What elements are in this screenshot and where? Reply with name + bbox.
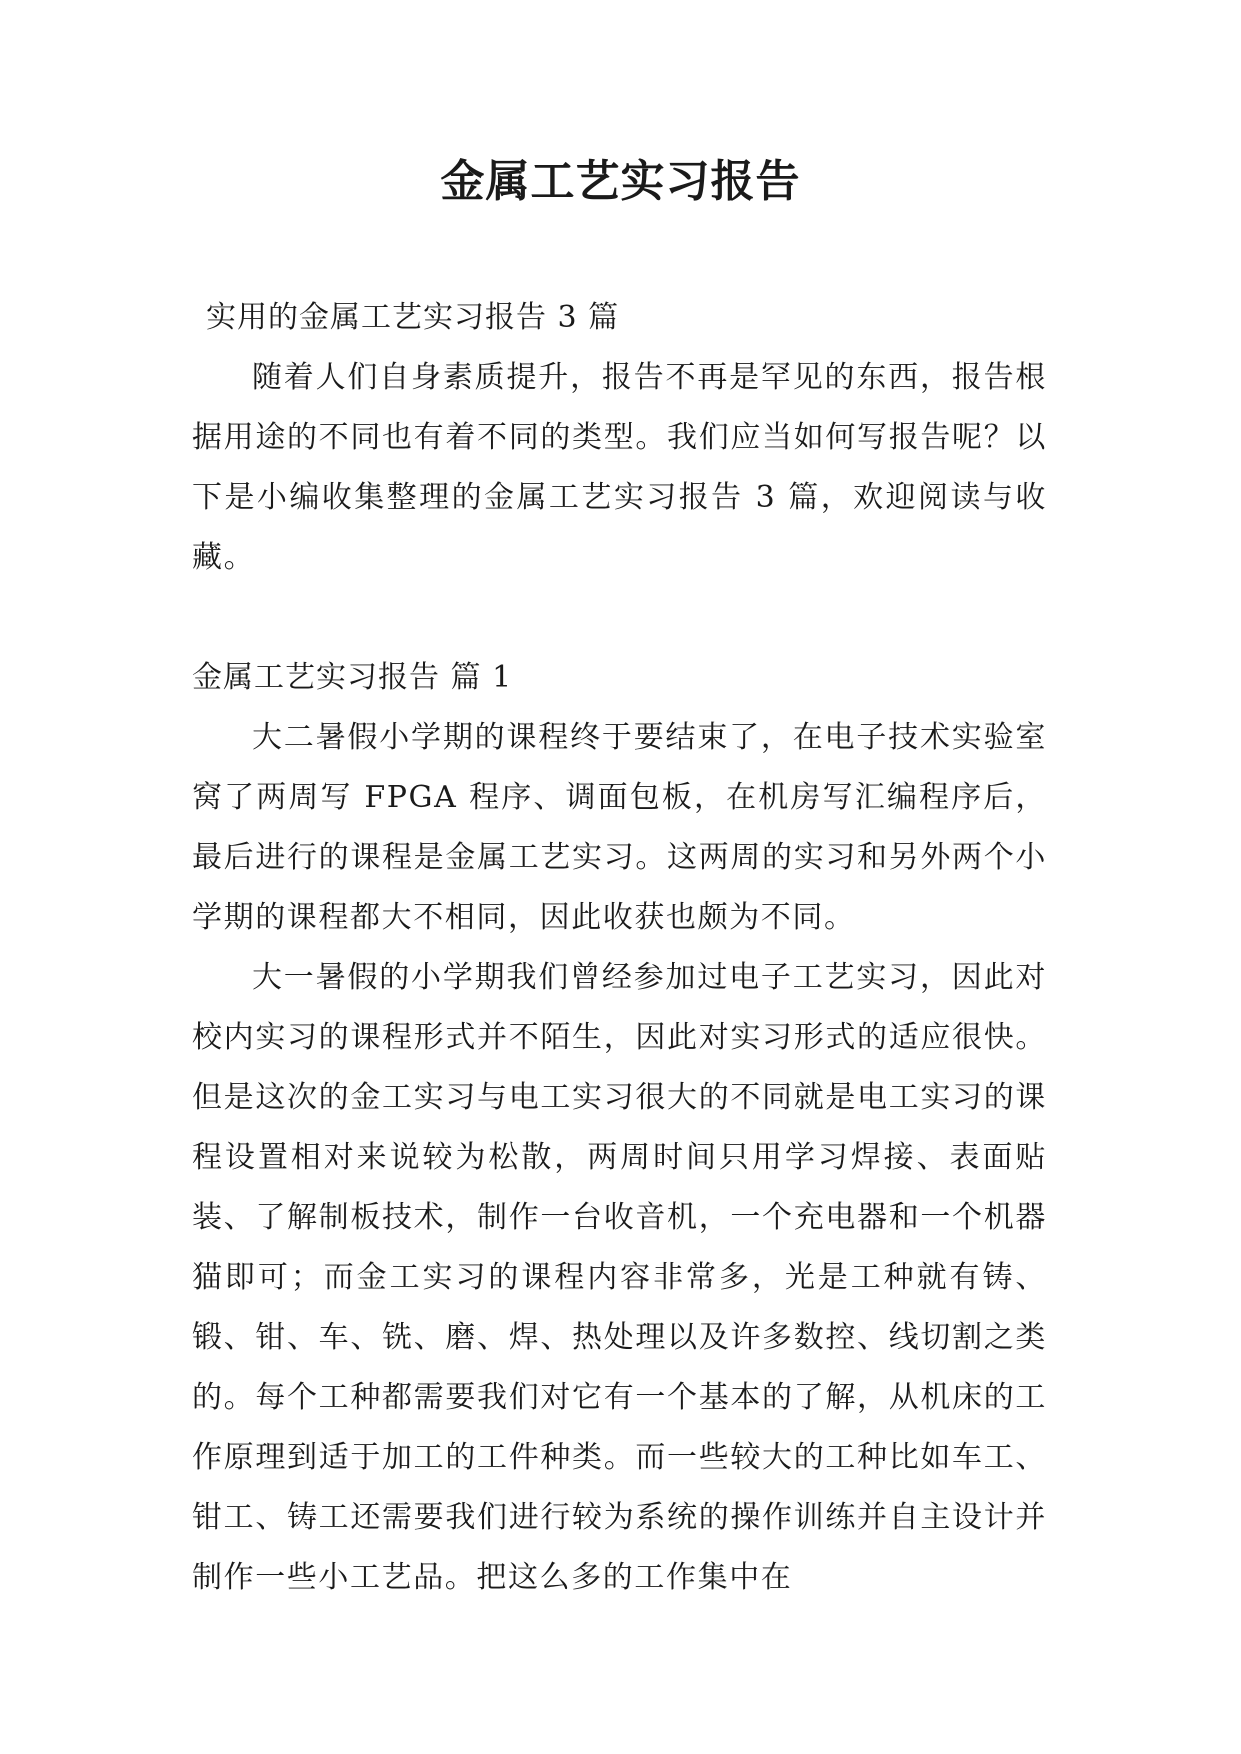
document-title: 金属工艺实习报告: [440, 156, 801, 207]
document-subtitle: 实用的金属工艺实习报告 3 篇: [206, 300, 620, 335]
section-heading: 金属工艺实习报告 篇 1: [192, 660, 513, 695]
body-paragraph: 大一暑假的小学期我们曾经参加过电子工艺实习，因此对校内实习的课程形式并不陌生，因此对实习形式的适应很快。但是这次的金工实习与电工实习很大的不同就是电工实习的课程设置相对来说较为松散，两周时间只用学习焊接、表面贴装、了解制板技术，制作一台收音机，一个充电器和一个机器猫即可；而金工实习的课程内容非常多，光是工种就有铸、锻、钳、车、铣、磨、焊、热处理以及许多数控、线切割之类的。每个工种都需要我们对它有一个基本的了解，从机床的工作原理到适于加工的工件种类。而一些较大的工种比如车工、钳工、铸工还需要我们进行较为系统的操作训练并自主设计并制作一些小工艺品。把这么多的工作集中在: [192, 960, 1047, 1595]
body-paragraph: 大二暑假小学期的课程终于要结束了，在电子技术实验室窝了两周写 FPGA 程序、调面包板，在机房写汇编程序后，最后进行的课程是金属工艺实习。这两周的实习和另外两个小学期的课程都大不相同，因此收获也颇为不同。: [192, 720, 1047, 935]
intro-paragraph: 随着人们自身素质提升，报告不再是罕见的东西，报告根据用途的不同也有着不同的类型。我们应当如何写报告呢？以下是小编收集整理的金属工艺实习报告 3 篇，欢迎阅读与收藏。: [192, 360, 1047, 575]
document-body: [192, 288, 1047, 1608]
